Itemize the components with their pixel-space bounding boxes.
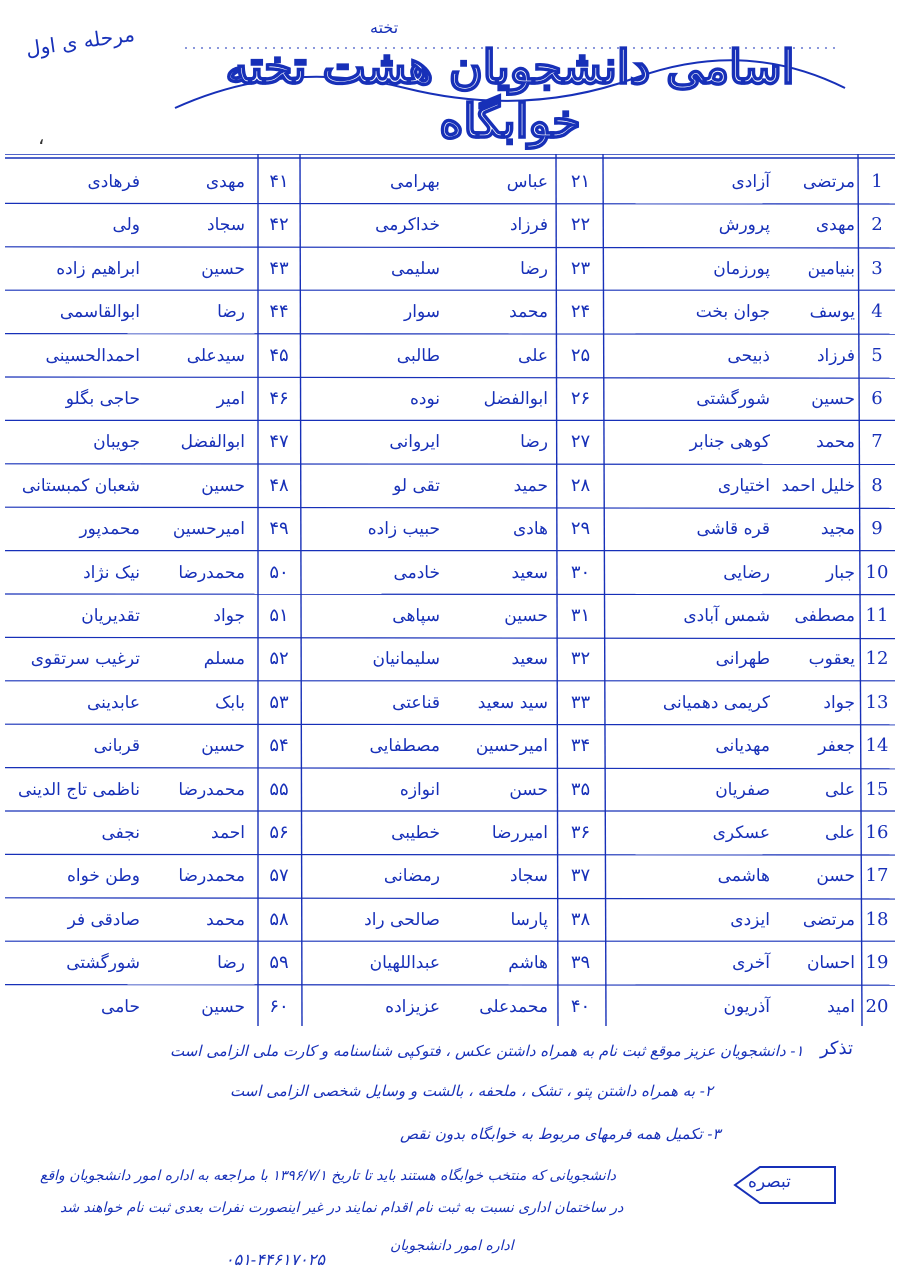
last-name: محمدپور bbox=[79, 519, 140, 540]
first-name: مجید bbox=[820, 519, 855, 540]
row-number: ۲۸ bbox=[570, 474, 591, 496]
row-number: ۳۷ bbox=[570, 865, 591, 887]
row-divider bbox=[5, 768, 895, 769]
row-number: ۲۴ bbox=[570, 301, 591, 323]
row-number: ۴۹ bbox=[269, 518, 289, 540]
row-number: ۲۳ bbox=[570, 257, 591, 279]
first-name: سجاد bbox=[510, 866, 548, 887]
row-number: 6 bbox=[871, 388, 883, 409]
first-name: محمدرضا bbox=[178, 779, 245, 800]
first-name: خلیل احمد bbox=[781, 475, 855, 496]
first-name: علی bbox=[518, 345, 548, 366]
last-name: کوهی جنابر bbox=[689, 432, 770, 453]
last-name: مهدیانی bbox=[715, 736, 770, 757]
stage-label: مرحله ی اول bbox=[24, 21, 137, 61]
last-name: حاجی بگلو bbox=[65, 389, 140, 409]
title-text: اسامی دانشجویان هشت تخته خوابگاه bbox=[225, 40, 795, 148]
signature: اداره امور دانشجویان bbox=[390, 1238, 514, 1254]
last-name: ذبیحی bbox=[727, 345, 770, 366]
callout-line-1: دانشجویانی که منتخب خوابگاه هستند باید تا تاریخ ۱۳۹۶/۷/۱ با مراجعه به اداره امور دانشجویان واقع bbox=[40, 1168, 616, 1184]
last-name: تقدیریان bbox=[81, 606, 140, 626]
first-name: علی bbox=[825, 823, 855, 843]
row-divider bbox=[5, 594, 895, 595]
last-name: خداکرمی bbox=[375, 215, 440, 236]
first-name: فرزاد bbox=[816, 345, 855, 366]
notes-heading: تذکر bbox=[820, 1038, 853, 1059]
row-number: ۳۱ bbox=[570, 605, 591, 626]
row-number: ۵۰ bbox=[269, 561, 289, 583]
row-number: ۴۶ bbox=[269, 388, 289, 409]
row-number: 1 bbox=[871, 171, 883, 192]
last-name: عزیزاده bbox=[385, 996, 440, 1017]
first-name: حسین bbox=[201, 475, 245, 496]
row-divider bbox=[5, 898, 895, 899]
row-number: ۴۸ bbox=[269, 474, 289, 496]
last-name: ایزدی bbox=[730, 909, 770, 930]
last-name: خادمی bbox=[393, 562, 440, 583]
first-name: احمد bbox=[211, 823, 245, 843]
last-name: سپاهی bbox=[392, 606, 440, 626]
row-number: ۲۷ bbox=[570, 431, 591, 453]
callout-label: تبصره bbox=[748, 1172, 791, 1192]
row-number: ۳۶ bbox=[570, 822, 591, 843]
row-number: ۵۲ bbox=[269, 648, 289, 670]
last-name: طالبی bbox=[396, 345, 440, 366]
last-name: آزادی bbox=[731, 172, 770, 192]
row-number: 11 bbox=[865, 605, 889, 626]
row-number: 8 bbox=[871, 474, 883, 496]
last-name: ناظمی تاج الدینی bbox=[18, 779, 140, 800]
first-name: سجاد bbox=[207, 215, 245, 236]
row-number: ۳۳ bbox=[570, 691, 591, 713]
first-name: جبار bbox=[825, 562, 855, 583]
last-name: خطیبی bbox=[391, 823, 440, 843]
first-name: جواد bbox=[213, 606, 245, 626]
first-name: بابک bbox=[215, 692, 245, 713]
row-divider bbox=[5, 637, 895, 638]
first-name: هادی bbox=[512, 519, 548, 540]
last-name: هاشمی bbox=[717, 866, 770, 887]
row-number: ۲۵ bbox=[570, 344, 591, 366]
last-name: آخری bbox=[732, 953, 770, 974]
row-number: ۳۴ bbox=[570, 735, 591, 757]
stray-mark: ، bbox=[38, 125, 45, 149]
callout-tag bbox=[730, 1162, 840, 1208]
last-name: ابراهیم زاده bbox=[56, 258, 140, 279]
last-name: طهرانی bbox=[715, 649, 770, 670]
row-number: 10 bbox=[865, 561, 889, 583]
first-name: رضا bbox=[520, 432, 548, 453]
last-name: کریمی دهمیانی bbox=[662, 692, 770, 713]
title-superscript: تخته bbox=[370, 18, 399, 37]
phone-number: ۰۵۱-۴۴۶۱۷۰۲۵ bbox=[225, 1250, 325, 1269]
first-name: مهدی bbox=[205, 172, 245, 192]
first-name: فرزاد bbox=[509, 215, 548, 236]
first-name: یوسف bbox=[809, 302, 855, 323]
row-number: 5 bbox=[871, 344, 883, 366]
row-number: ۵۴ bbox=[269, 735, 289, 757]
row-number: ۳۰ bbox=[570, 561, 591, 583]
last-name: ترغیب سرتقوی bbox=[30, 649, 140, 670]
row-number: ۶۰ bbox=[269, 995, 289, 1017]
last-name: سلیمانیان bbox=[372, 649, 440, 670]
first-name: حسن bbox=[509, 779, 548, 800]
row-number: ۴۴ bbox=[269, 301, 289, 323]
first-name: سید سعید bbox=[477, 692, 548, 713]
row-divider bbox=[5, 334, 895, 335]
last-name: ولی bbox=[112, 215, 140, 236]
row-number: ۵۹ bbox=[269, 952, 289, 974]
first-name: حسین bbox=[811, 389, 855, 409]
row-number: 9 bbox=[871, 518, 883, 540]
row-number: ۲۲ bbox=[570, 214, 591, 236]
first-name: محمدرضا bbox=[178, 866, 245, 887]
first-name: ابوالفضل bbox=[180, 432, 245, 453]
first-name: رضا bbox=[217, 302, 245, 323]
last-name: ابوالقاسمی bbox=[59, 302, 140, 323]
last-name: صفریان bbox=[715, 779, 770, 800]
last-name: قربانی bbox=[93, 736, 140, 757]
first-name: مهدی bbox=[815, 215, 855, 236]
last-name: نیک نژاد bbox=[83, 562, 140, 583]
first-name: یعقوب bbox=[808, 649, 855, 670]
first-name: امیرحسین bbox=[475, 736, 548, 757]
row-number: 19 bbox=[865, 952, 889, 974]
first-name: محمد bbox=[509, 302, 548, 323]
first-name: احسان bbox=[806, 953, 855, 974]
row-number: ۵۸ bbox=[269, 908, 289, 930]
first-name: مسلم bbox=[203, 649, 245, 670]
row-number: ۴۵ bbox=[269, 344, 289, 366]
note-1: ۱- دانشجویان عزیز موقع ثبت نام به همراه داشتن عکس ، فتوکپی شناسنامه و کارت ملی الزامی است bbox=[170, 1042, 804, 1060]
row-number: ۴۰ bbox=[570, 995, 591, 1017]
row-number: ۳۸ bbox=[570, 908, 591, 930]
last-name: وطن خواه bbox=[66, 866, 140, 887]
first-name: مرتضی bbox=[802, 172, 855, 192]
last-name: اختیاری bbox=[717, 475, 770, 496]
last-name: جویبان bbox=[93, 432, 140, 453]
row-number: 16 bbox=[865, 822, 889, 843]
last-name: قناعتی bbox=[392, 692, 440, 713]
last-name: نجفی bbox=[101, 823, 140, 843]
row-divider bbox=[5, 985, 895, 986]
last-name: عبداللهیان bbox=[369, 953, 440, 974]
last-name: بهرامی bbox=[390, 172, 440, 192]
last-name: جوان بخت bbox=[695, 302, 770, 323]
row-number: ۴۳ bbox=[269, 257, 289, 279]
first-name: محمد bbox=[816, 432, 855, 453]
last-name: عسکری bbox=[712, 823, 770, 843]
first-name: مرتضی bbox=[802, 909, 855, 930]
last-name: حبیب زاده bbox=[367, 519, 440, 540]
last-name: شعبان کمبستانی bbox=[21, 475, 140, 496]
row-number: 18 bbox=[865, 908, 889, 930]
first-name: محمد bbox=[206, 909, 245, 930]
row-number: ۴۲ bbox=[269, 214, 289, 236]
last-name: پرورش bbox=[718, 215, 770, 236]
last-name: صادقی فر bbox=[67, 909, 140, 930]
row-number: ۵۷ bbox=[269, 865, 289, 887]
last-name: قره قاشی bbox=[696, 519, 770, 540]
last-name: نوده bbox=[410, 389, 440, 409]
row-number: 17 bbox=[865, 865, 889, 887]
last-name: ایروانی bbox=[389, 432, 440, 453]
last-name: آذریون bbox=[723, 996, 770, 1017]
row-number: ۵۳ bbox=[269, 691, 289, 713]
first-name: سیدعلی bbox=[186, 345, 245, 366]
row-number: ۴۱ bbox=[269, 171, 289, 192]
last-name: شورگشتی bbox=[696, 389, 770, 409]
row-number: 3 bbox=[871, 257, 883, 279]
row-number: ۲۱ bbox=[570, 171, 591, 192]
first-name: حسین bbox=[201, 258, 245, 279]
row-number: 20 bbox=[865, 995, 889, 1017]
first-name: امیرحسین bbox=[172, 519, 245, 540]
notes-section bbox=[0, 1030, 900, 1273]
first-name: جواد bbox=[823, 692, 855, 713]
row-divider bbox=[5, 203, 895, 204]
last-name: انوازه bbox=[399, 779, 440, 800]
row-divider bbox=[5, 377, 895, 378]
first-name: علی bbox=[825, 779, 855, 800]
first-name: حسین bbox=[201, 736, 245, 757]
first-name: امیررضا bbox=[491, 823, 548, 843]
first-name: امیر bbox=[216, 389, 245, 409]
last-name: عابدینی bbox=[86, 692, 140, 713]
first-name: محمدرضا bbox=[178, 562, 245, 583]
first-name: مصطفی bbox=[794, 606, 855, 626]
row-number: 7 bbox=[871, 431, 883, 453]
last-name: شمس آبادی bbox=[683, 606, 770, 626]
row-number: ۵۶ bbox=[269, 822, 289, 843]
student-roster-table bbox=[0, 154, 900, 1026]
row-number: 13 bbox=[865, 691, 889, 713]
note-3: ۳- تکمیل همه فرمهای مربوط به خوابگاه بدون نقص bbox=[400, 1125, 721, 1143]
row-divider bbox=[5, 854, 895, 855]
last-name: شورگشتی bbox=[66, 953, 140, 974]
last-name: سوار bbox=[404, 302, 440, 323]
last-name: حامی bbox=[101, 996, 140, 1017]
first-name: محمدعلی bbox=[479, 996, 548, 1017]
first-name: جعفر bbox=[818, 736, 855, 757]
row-number: ۳۵ bbox=[570, 778, 591, 800]
last-name: احمدالحسینی bbox=[45, 345, 140, 366]
first-name: حسن bbox=[816, 866, 855, 887]
row-number: ۳۲ bbox=[570, 648, 591, 670]
row-number: 14 bbox=[865, 735, 889, 757]
first-name: عباس bbox=[506, 172, 548, 192]
row-number: ۳۹ bbox=[570, 952, 591, 974]
row-number: 4 bbox=[871, 301, 883, 323]
last-name: رمضانی bbox=[383, 866, 440, 887]
first-name: ابوالفضل bbox=[483, 389, 548, 409]
first-name: حسین bbox=[201, 996, 245, 1017]
first-name: سعید bbox=[511, 649, 548, 670]
row-number: 2 bbox=[871, 214, 883, 236]
row-divider bbox=[5, 507, 895, 508]
page-title bbox=[165, 18, 855, 148]
first-name: سعید bbox=[511, 562, 548, 583]
first-name: رضا bbox=[217, 953, 245, 974]
last-name: فرهادی bbox=[87, 172, 140, 192]
last-name: تقی لو bbox=[393, 475, 440, 496]
row-number: 12 bbox=[865, 648, 889, 670]
row-number: ۲۶ bbox=[570, 388, 591, 409]
row-number: 15 bbox=[865, 778, 889, 800]
last-name: رضایی bbox=[723, 562, 770, 583]
last-name: پورزمان bbox=[713, 258, 770, 279]
first-name: حمید bbox=[513, 475, 548, 496]
last-name: صالحی راد bbox=[364, 909, 440, 930]
row-divider bbox=[5, 247, 895, 248]
row-number: ۲۹ bbox=[570, 518, 591, 540]
row-divider bbox=[5, 464, 895, 465]
last-name: مصطفایی bbox=[369, 736, 440, 757]
callout-line-2: در ساختمان اداری نسبت به ثبت نام اقدام نمایند در غیر اینصورت نفرات بعدی ثبت نام خواهند شد bbox=[60, 1200, 624, 1216]
row-number: ۴۷ bbox=[269, 431, 289, 453]
note-2: ۲- به همراه داشتن پتو ، تشک ، ملحفه ، بالشت و وسایل شخصی الزامی است bbox=[230, 1082, 713, 1100]
first-name: بنیامین bbox=[807, 258, 855, 279]
row-divider bbox=[5, 724, 895, 725]
first-name: پارسا bbox=[510, 909, 548, 930]
row-number: ۵۵ bbox=[269, 778, 289, 800]
first-name: امید bbox=[827, 996, 855, 1017]
first-name: رضا bbox=[520, 258, 548, 279]
first-name: هاشم bbox=[508, 953, 548, 974]
row-number: ۵۱ bbox=[269, 605, 289, 626]
last-name: سلیمی bbox=[391, 258, 440, 279]
first-name: حسین bbox=[504, 606, 548, 626]
